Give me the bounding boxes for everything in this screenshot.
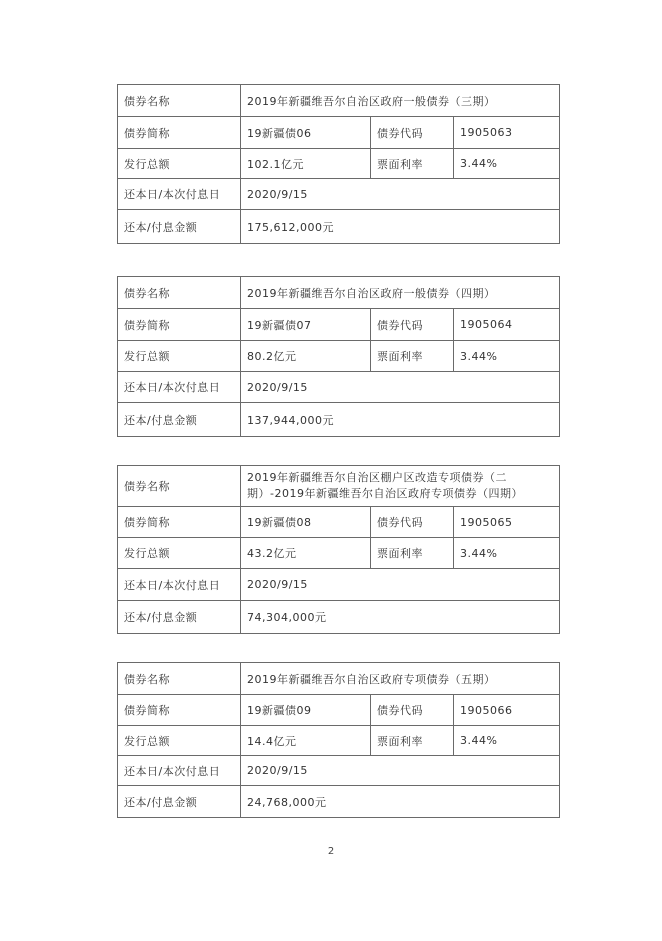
- amount-value: 102.1亿元: [241, 149, 371, 179]
- amount-label: 发行总额: [118, 149, 241, 179]
- date-value: 2020/9/15: [241, 569, 560, 601]
- bond-name-label: 债券名称: [118, 466, 241, 507]
- rate-label: 票面利率: [371, 538, 454, 569]
- amount-label: 发行总额: [118, 538, 241, 569]
- page-number: 2: [327, 846, 335, 857]
- date-value: 2020/9/15: [241, 372, 560, 403]
- bond-name-value: 2019年新疆维吾尔自治区政府一般债券（四期）: [241, 277, 560, 309]
- date-label: 还本日/本次付息日: [118, 756, 241, 786]
- code-label: 债券代码: [371, 507, 454, 538]
- code-label: 债券代码: [371, 309, 454, 341]
- date-value: 2020/9/15: [241, 756, 560, 786]
- payment-value: 175,612,000元: [241, 210, 560, 244]
- bond-table: [117, 465, 560, 634]
- short-name-value: 19新疆债09: [241, 695, 371, 726]
- code-value: 1905063: [454, 117, 560, 149]
- amount-label: 发行总额: [118, 726, 241, 756]
- short-name-label: 债券简称: [118, 117, 241, 149]
- payment-label: 还本/付息金额: [118, 786, 241, 818]
- payment-value: 137,944,000元: [241, 403, 560, 437]
- bond-table: [117, 276, 560, 437]
- bond-table: [117, 662, 560, 818]
- code-label: 债券代码: [371, 117, 454, 149]
- amount-label: 发行总额: [118, 341, 241, 372]
- short-name-label: 债券简称: [118, 507, 241, 538]
- date-label: 还本日/本次付息日: [118, 372, 241, 403]
- rate-value: 3.44%: [454, 341, 560, 372]
- rate-label: 票面利率: [371, 149, 454, 179]
- bond-name-value: 2019年新疆维吾尔自治区政府专项债券（五期）: [241, 663, 560, 695]
- short-name-value: 19新疆债07: [241, 309, 371, 341]
- rate-value: 3.44%: [454, 149, 560, 179]
- amount-value: 14.4亿元: [241, 726, 371, 756]
- payment-value: 24,768,000元: [241, 786, 560, 818]
- bond-name-value: 2019年新疆维吾尔自治区政府一般债券（三期）: [241, 85, 560, 117]
- payment-label: 还本/付息金额: [118, 403, 241, 437]
- rate-label: 票面利率: [371, 726, 454, 756]
- amount-value: 43.2亿元: [241, 538, 371, 569]
- code-value: 1905066: [454, 695, 560, 726]
- short-name-value: 19新疆债06: [241, 117, 371, 149]
- bond-table: [117, 84, 560, 244]
- bond-name-value: 2019年新疆维吾尔自治区棚户区改造专项债券（二期）-2019年新疆维吾尔自治区政府专项债券（四期）: [241, 466, 560, 507]
- bond-name-label: 债券名称: [118, 277, 241, 309]
- date-label: 还本日/本次付息日: [118, 179, 241, 210]
- rate-value: 3.44%: [454, 726, 560, 756]
- short-name-value: 19新疆债08: [241, 507, 371, 538]
- amount-value: 80.2亿元: [241, 341, 371, 372]
- date-value: 2020/9/15: [241, 179, 560, 210]
- payment-label: 还本/付息金额: [118, 601, 241, 634]
- short-name-label: 债券简称: [118, 309, 241, 341]
- rate-value: 3.44%: [454, 538, 560, 569]
- payment-value: 74,304,000元: [241, 601, 560, 634]
- rate-label: 票面利率: [371, 341, 454, 372]
- bond-name-label: 债券名称: [118, 85, 241, 117]
- code-value: 1905065: [454, 507, 560, 538]
- date-label: 还本日/本次付息日: [118, 569, 241, 601]
- code-label: 债券代码: [371, 695, 454, 726]
- code-value: 1905064: [454, 309, 560, 341]
- short-name-label: 债券简称: [118, 695, 241, 726]
- payment-label: 还本/付息金额: [118, 210, 241, 244]
- bond-name-label: 债券名称: [118, 663, 241, 695]
